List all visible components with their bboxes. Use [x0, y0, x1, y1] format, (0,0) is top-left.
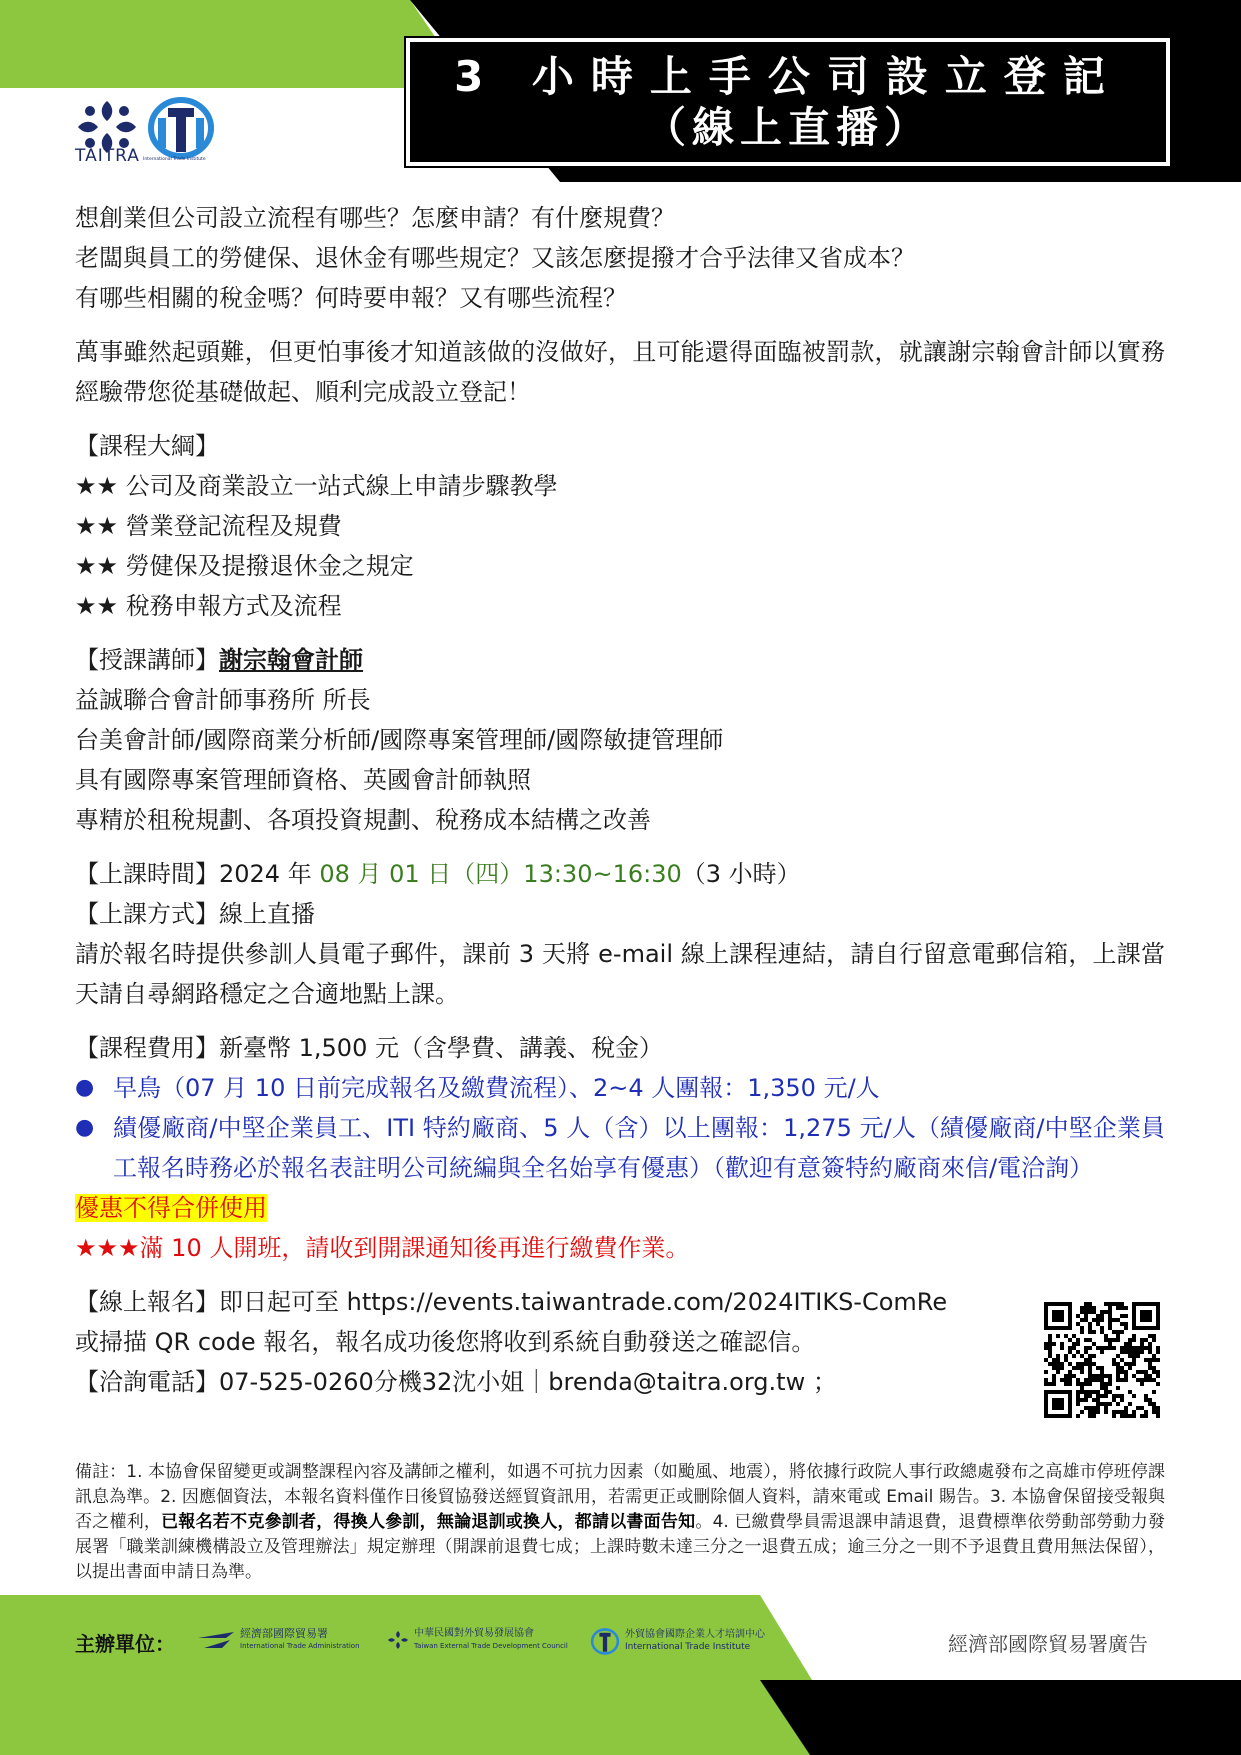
register-link[interactable]: 即日起可至 https://events.taiwantrade.com/2024ITIKS-ComRe: [219, 1288, 948, 1316]
method-line: [75, 894, 1165, 934]
method-label: 【上課方式】: [75, 900, 219, 928]
taitra-logo-text: TAITRA: [75, 146, 140, 166]
registration-qr-code-icon[interactable]: [1044, 1302, 1160, 1418]
instructor-name: 謝宗翰會計師: [219, 646, 363, 674]
no-combine-notice: 優惠不得合併使用: [75, 1194, 267, 1222]
instructor-line: 台美會計師/國際商業分析師/國際專案管理師/國際敏捷管理師: [75, 726, 724, 754]
schedule-line: [75, 854, 1165, 894]
org-iti: 外貿協會國際企業人才培訓中心 International Trade Institute: [588, 1626, 765, 1656]
schedule-label: 【上課時間】: [75, 860, 219, 888]
remarks-bold: 已報名若不克參訓者，得換人參訓，無論退訓或換人，都請以書面告知: [161, 1512, 696, 1532]
org-taitra: 中華民國對外貿易發展協會 Taiwan External Trade Development Council: [386, 1628, 568, 1652]
instructor-line: 專精於租稅規劃、各項投資規劃、稅務成本結構之改善: [75, 806, 651, 834]
bullet-icon: ●: [75, 1075, 95, 1100]
iti-logo-icon: [146, 88, 216, 166]
footer-background: [0, 1595, 1241, 1755]
outline-item: ★★ 稅務申報方式及流程: [75, 592, 342, 620]
schedule-date: 08 月 01 日（四）13:30~16:30: [319, 860, 682, 888]
contact-line: [75, 1362, 1165, 1402]
instructor-label: 【授課講師】: [75, 646, 219, 674]
fee-value: 新臺幣 1,500 元（含學費、講義、稅金）: [219, 1034, 663, 1062]
intro-line: 老闆與員工的勞健保、退休金有哪些規定？又該怎麼提撥才合乎法律又省成本？: [75, 244, 915, 272]
org-trade-administration: 經濟部國際貿易署 International Trade Administration: [196, 1628, 360, 1652]
organizer-label: 主辦單位：: [75, 1632, 175, 1656]
intro-line: 有哪些相關的稅金嗎？何時要申報？又有哪些流程？: [75, 284, 627, 312]
course-title-box: [406, 38, 1170, 166]
instructor-line: 益誠聯合會計師事務所 所長: [75, 686, 371, 714]
method-value: 線上直播: [219, 900, 315, 928]
contact-label: 【洽詢電話】: [75, 1368, 219, 1396]
outline-item: ★★ 勞健保及提撥退休金之規定: [75, 552, 414, 580]
schedule-year: 2024 年: [219, 860, 320, 888]
advertisement-label: 經濟部國際貿易署廣告: [948, 1632, 1148, 1656]
intro-paragraph: 萬事雖然起頭難，但更怕事後才知道該做的沒做好，且可能還得面臨被罰款，就讓謝宗翰會計師以實務經驗帶您從基礎做起、順利完成設立登記！: [75, 338, 1165, 406]
min-class-notice: ★★★滿 10 人開班，請收到開課通知後再進行繳費作業。: [75, 1234, 690, 1262]
taitra-small-logo-icon: [386, 1628, 410, 1652]
course-subtitle: （線上直播）: [643, 103, 932, 152]
register-label: 【線上報名】: [75, 1288, 219, 1316]
register-line: [75, 1282, 1165, 1322]
method-description: 請於報名時提供參訓人員電子郵件，課前 3 天將 e-mail 線上課程連結，請自行留意電郵信箱，上課當天請自尋網路穩定之合適地點上課。: [75, 940, 1165, 1008]
iti-logo-subtitle: International Trade Institute: [143, 157, 206, 162]
ita-logo-icon: [196, 1630, 236, 1650]
remarks: 備註：1. 本協會保留變更或調整課程內容及講師之權利，如遇不可抗力因素（如颱風、地震），將依據行政院人事行政總處發布之高雄市停班停課訊息為準。2. 因應個資法，本報名資料僅作日後貿協發送經貿資訊用，若需更正或刪除個人資料，請來電或 Email 賜告。3. 本協會保留接受報與否之權利，已報名若不克參訓者，得換人參訓，無論退訓或換人，都請以書面告知。4. 已繳費學員需退課申請退費，退費標準依勞動部勞動力發展署「職業訓練機構設立及管理辦法」規定辦理（開課前退費七成；上課時數未達三分之一退費五成；逾三分之一則不予退費且費用無法保留），以提出書面申請日為準。: [75, 1462, 1166, 1582]
outline-item: ★★ 公司及商業設立一站式線上申請步驟教學: [75, 472, 558, 500]
schedule-duration: （3 小時）: [681, 860, 801, 888]
instructor-line: 具有國際專案管理師資格、英國會計師執照: [75, 766, 531, 794]
iti-small-logo-icon: [588, 1626, 622, 1656]
course-title: 3 小時上手公司設立登記: [454, 52, 1122, 101]
outline-heading: 【課程大綱】: [75, 432, 219, 460]
fee-label: 【課程費用】: [75, 1034, 219, 1062]
outline-item: ★★ 營業登記流程及規費: [75, 512, 342, 540]
contact-value[interactable]: 07-525-0260分機32沈小姐｜brenda@taitra.org.tw ；: [219, 1368, 837, 1396]
fee-line: [75, 1028, 1165, 1068]
discount-premium: ● 績優廠商/中堅企業員工、ITI 特約廠商、5 人（含）以上團報：1,275 元/人（績優廠商/中堅企業員工報名時務必於報名表註明公司統編與全名始享有優惠）（歡迎有意簽特約廠商來信/電洽詢）: [75, 1108, 1165, 1188]
discount-early-bird: ● 早鳥（07 月 10 日前完成報名及繳費流程）、2~4 人團報：1,350 元/人: [75, 1068, 1165, 1108]
course-content: [75, 198, 1165, 1402]
intro-line: 想創業但公司設立流程有哪些？怎麼申請？有什麼規費？: [75, 204, 675, 232]
bullet-icon: ●: [75, 1115, 95, 1140]
instructor-heading: [75, 640, 1165, 680]
register-qr-text: 或掃描 QR code 報名，報名成功後您將收到系統自動發送之確認信。: [75, 1328, 816, 1356]
